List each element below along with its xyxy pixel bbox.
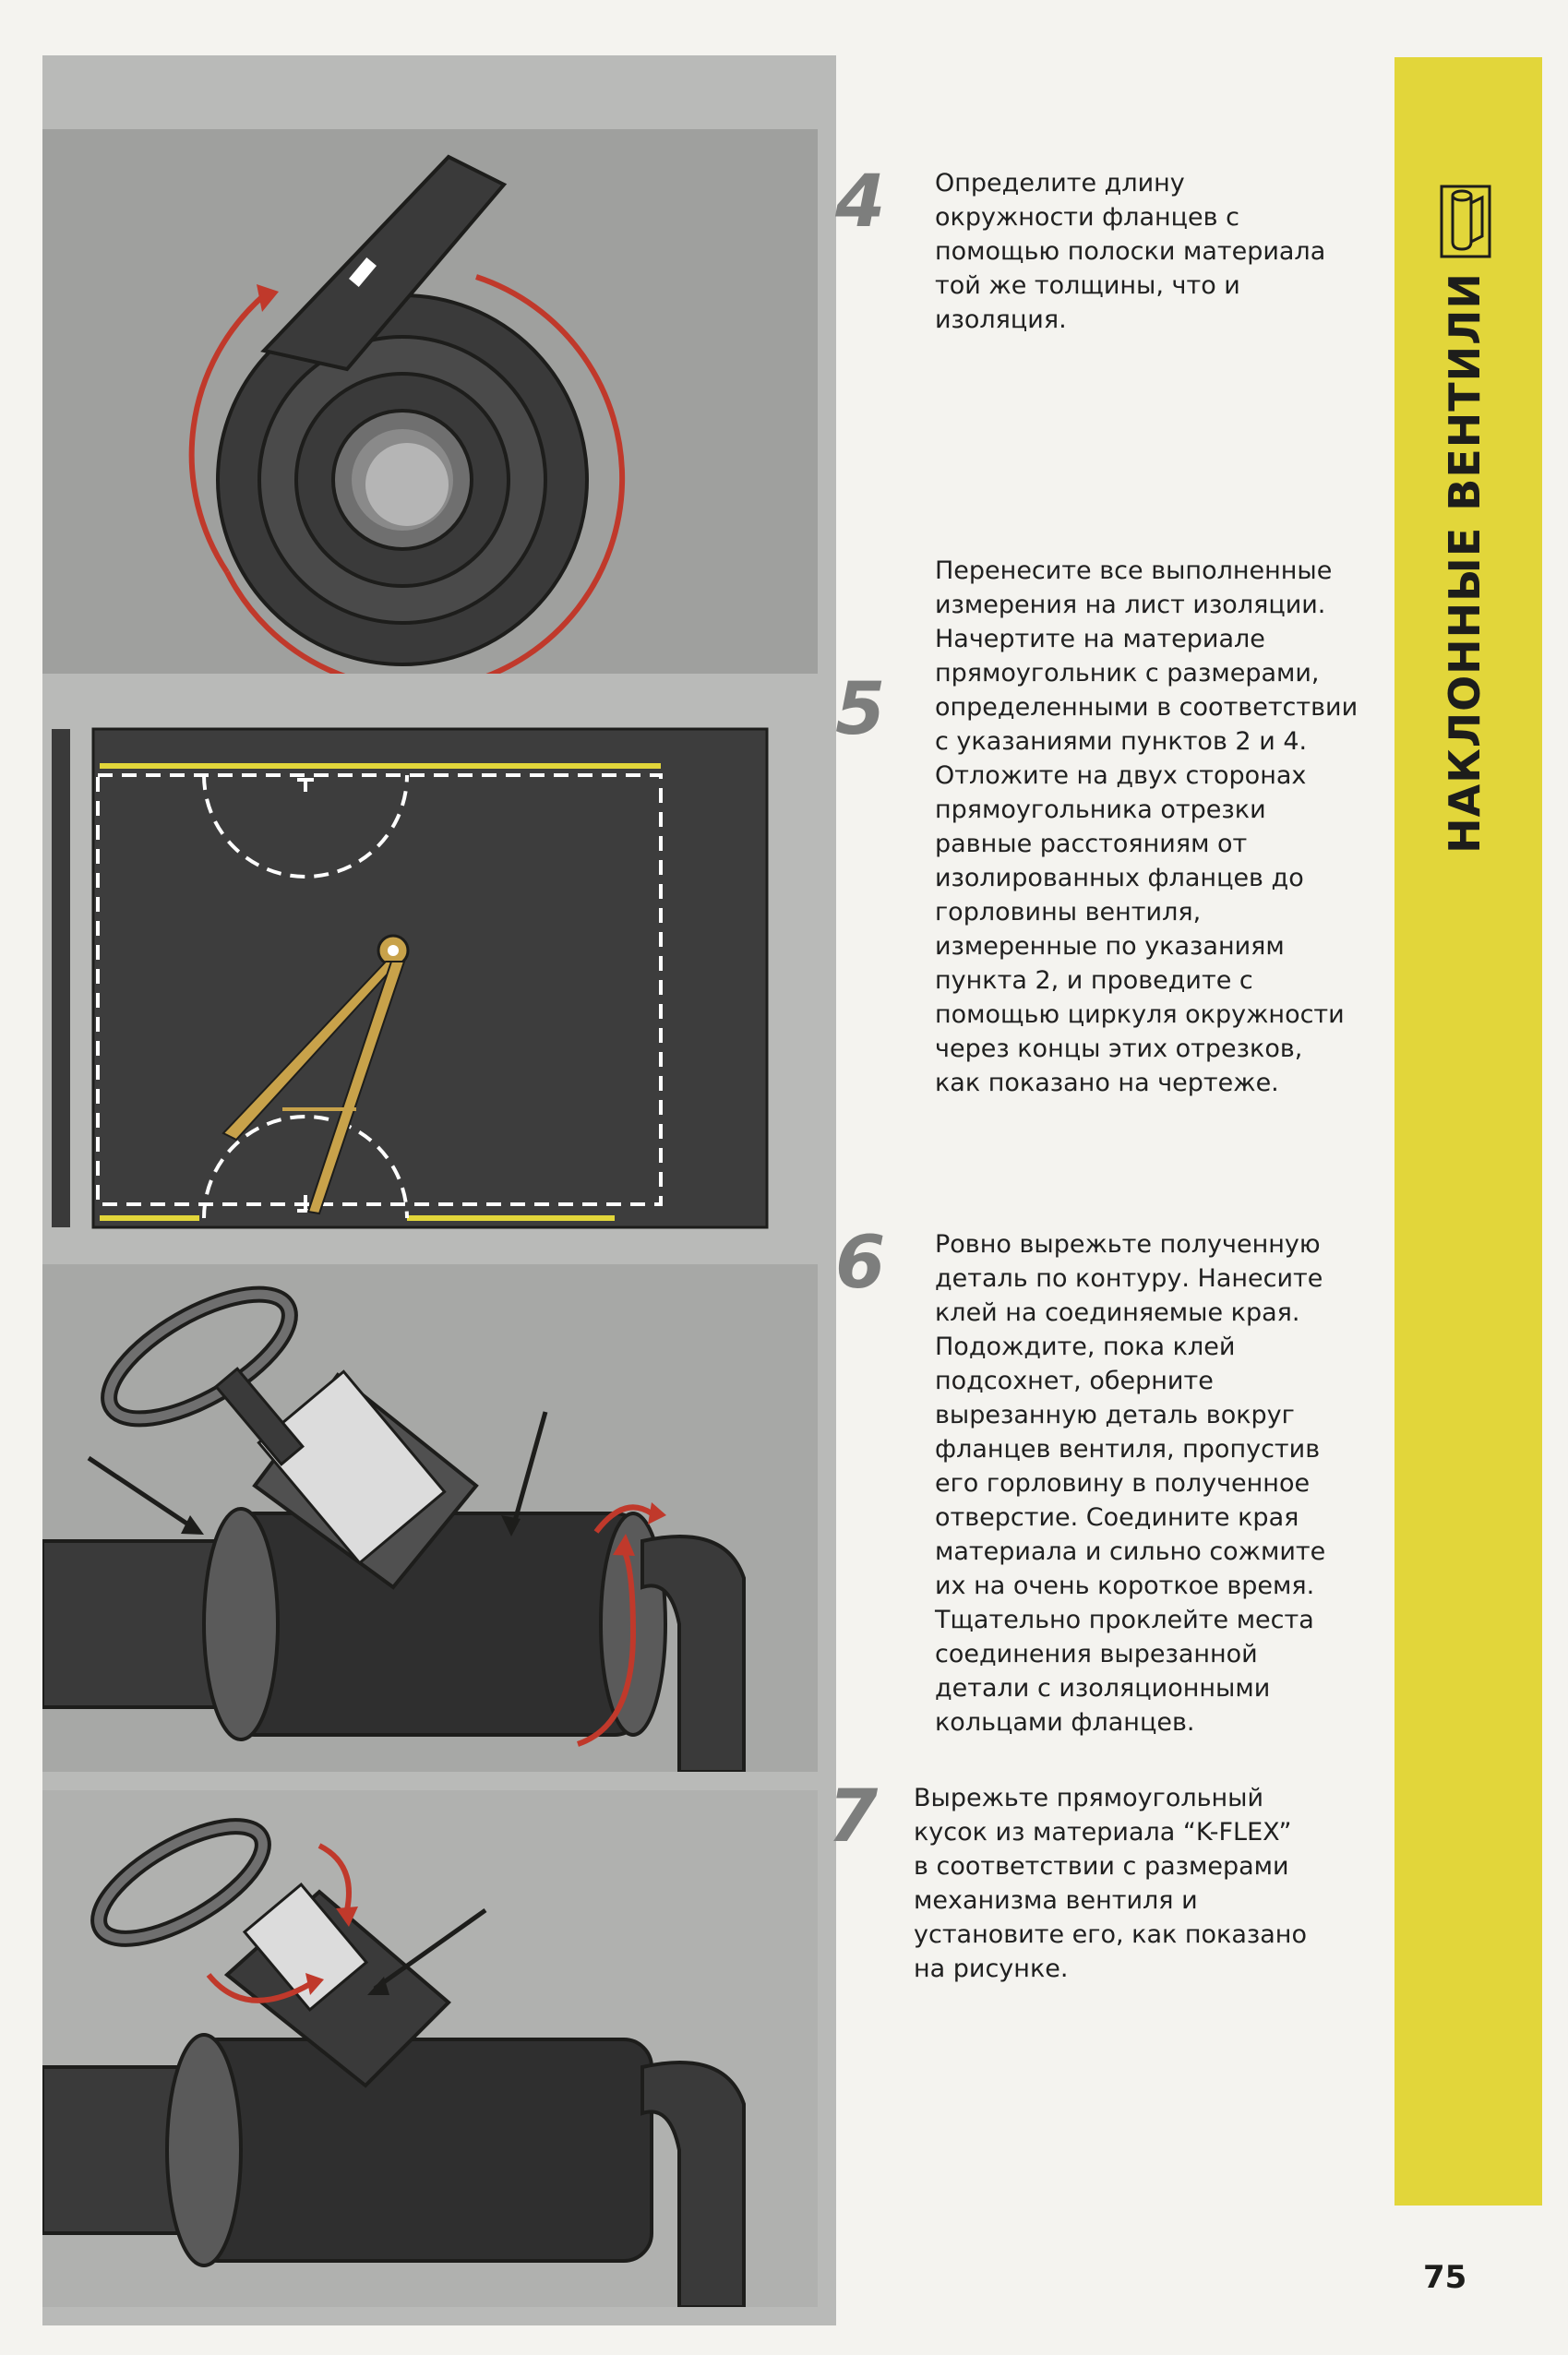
step-number: 5: [835, 668, 886, 751]
step-number: 7: [828, 1775, 879, 1859]
step-4: [835, 161, 1389, 351]
illustration-strip: [42, 55, 836, 2325]
step-text: Перенесите все выполненные измерения на лист изоляции. Начертите на материале прямоугольник с размерами, определенными в соответствии с указаниями пунктов 2 и 4. Отложите на двух сторонах прямоугольника отрезки равные расстояниям от изолированных фланцев до горловины вентиля, измеренные по указаниям пункта 2, и проведите с помощью циркуля окружности через концы этих отрезков, как показано на чертеже.: [935, 556, 1359, 1097]
step-text: Вырежьте прямоугольный кусок из материала “K-FLEX” в соответствии с размерами механизма вентиля и установите его, как показано на рисунке.: [914, 1784, 1307, 1983]
page-number: 75: [1423, 2259, 1467, 2296]
step-7: [828, 1775, 1389, 1993]
illustration-step-6: [42, 1264, 818, 1772]
step-text: Определите длину окружности фланцев с помощью полоски материала той же толщины, что и изоляция.: [935, 169, 1326, 334]
section-title: [1428, 272, 1502, 854]
step-number: 4: [835, 161, 886, 244]
step-number: 6: [835, 1222, 886, 1305]
insulation-tube-icon: [1440, 185, 1491, 258]
step-5: [835, 554, 1389, 1117]
section-title-text: НАКЛОННЫЕ ВЕНТИЛИ: [1440, 272, 1490, 854]
illustration-step-4: [42, 129, 818, 683]
illustration-step-5: [42, 674, 818, 1246]
illustration-step-7: [42, 1790, 818, 2307]
step-text: Ровно вырежьте полученную деталь по контуру. Нанесите клей на соединяемые края. Подождите, пока клей подсохнет, оберните вырезанную деталь вокруг фланцев вентиля, пропустив его горловину в полученное отверстие. Соедините края материала и сильно сожмите их на очень короткое время. Тщательно проклейте места соединения вырезанной детали с изоляционными кольцами фланцев.: [935, 1230, 1326, 1737]
step-6: [835, 1222, 1389, 1753]
